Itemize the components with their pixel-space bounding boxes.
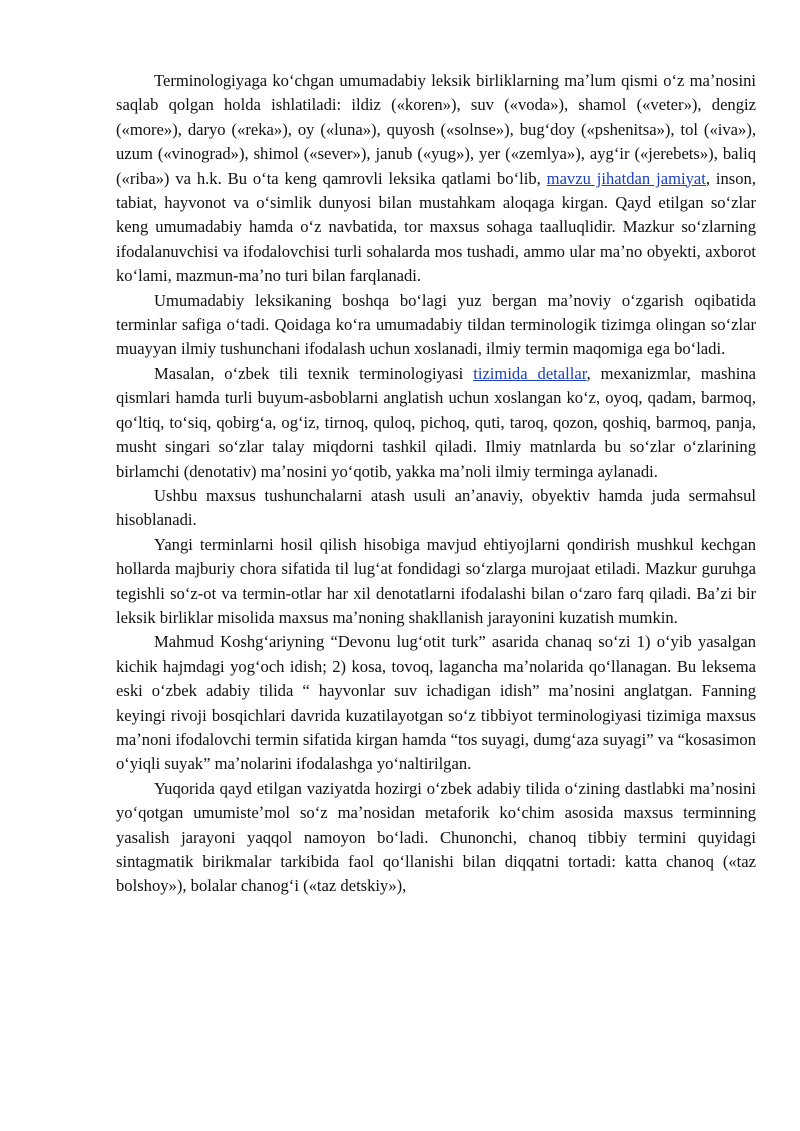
paragraph-7: Yuqorida qayd etilgan vaziyatda hozirgi oʻzbek adabiy tilida oʻzining dastlabki maʼnosini yoʻqotgan umumisteʼmol soʻz maʼnosidan metaforik koʻchim asosida maxsus terminning yasalish jarayoni yaqqol namoyon boʻladi. Chunonchi, chanoq tibbiy termini quyidagi sintagmatik birikmalar tarkibida faol qoʻllanishi bilan diqqatni tortadi: katta chanoq («taz bolshoy»), bolalar chanogʻi («taz detskiy»), [116,778,756,896]
link-mavzu-jihatdan-jamiyat[interactable]: mavzu jihatdan jamiyat [546,168,706,188]
link-tizimida-detallar[interactable]: tizimida detallar [473,363,587,383]
paragraph-1-text-b: , inson, tabiat, hayvonot va oʻsimlik dunyosi bilan mustahkam aloqaga kirgan. Qayd etilgan soʻzlar keng umumadabiy hamda oʻz navbatida, tor maxsus sohaga taalluqlidir. Mazkur soʻzlarning ifodalanuvchisi va ifodalovchisi turli sohalarda mos tushadi, ammo ular maʼno obyekti, axborot koʻlami, mazmun-maʼno turi bilan farqlanadi. [116,168,756,286]
paragraph-6: Mahmud Koshgʻariyning “Devonu lugʻotit turk” asarida chanaq soʻzi 1) oʻyib yasalgan kichik hajmdagi yogʻoch idish; 2) kosa, tovoq, lagancha maʼnolarida qoʻllanagan. Bu leksema eski oʻzbek adabiy tilida “ hayvonlar suv ichadigan idish” maʼnosini anglatgan. Fanning keyingi rivoji bosqichlari davrida kuzatilayotgan soʻz tibbiyot terminologiyasi tizimiga maxsus maʼnoni ifodalovchi termin sifatida kirgan hamda “tos suyagi, dumgʻaza suyagi” va “kosasimon oʻyiqli suyak” maʼnolarini ifodalashga yoʻnaltirilgan. [116,632,756,774]
paragraph-4: Ushbu maxsus tushunchalarni atash usuli anʼanaviy, obyektiv hamda juda sermahsul hisoblanadi. [116,485,756,530]
paragraph-3-text-b: , mexanizmlar, mashina qismlari hamda turli buyum-asboblarni anglatish uchun xoslangan koʻz, oyoq, qadam, barmoq, qoʻltiq, toʻsiq, qobirgʻa, ogʻiz, tirnoq, quloq, pichoq, quti, taroq, qozon, qoshiq, barmoq, panja, musht singari soʻzlar talay miqdorni tashkil qiladi. Ilmiy matnlarda bu soʻzlar oʻzlarining birlamchi (denotativ) maʼnosini yoʻqotib, yakka maʼnoli ilmiy terminga aylanadi. [116,363,757,481]
paragraph-1 [116,69,756,289]
paragraph-3 [116,362,756,484]
paragraph-3-text-a: Masalan, oʻzbek tili texnik terminologiyasi [154,363,474,383]
document-page [116,69,756,899]
paragraph-5: Yangi terminlarni hosil qilish hisobiga mavjud ehtiyojlarni qondirish mushkul kechgan hollarda majburiy chora sifatida til lugʻat fondidagi soʻzlarga murojaat etiladi. Mazkur guruhga tegishli soʻz-ot va termin-otlar har xil denotatlarni ifodalashi bilan oʻzaro farq qiladi. Baʼzi bir leksik birliklar misolida maxsus maʼnoning shakllanish jarayonini kuzatish mumkin. [116,534,756,627]
paragraph-2: Umumadabiy leksikaning boshqa boʻlagi yuz bergan maʼnoviy oʻzgarish oqibatida terminlar safiga oʻtadi. Qoidaga koʻra umumadabiy tildan terminologik tizimga olingan soʻzlar muayyan ilmiy tushunchani ifodalash uchun xoslanadi, ilmiy termin maqomiga ega boʻladi. [116,290,756,359]
paragraph-1-text-a: Terminologiyaga koʻchgan umumadabiy leksik birliklarning maʼlum qismi oʻz maʼnosini saqlab qolgan holda ishlatiladi: ildiz («koren»), suv («voda»), shamol («veter»), dengiz («more»), daryo («reka»), oy («luna»), quyosh («solnse»), bugʻdoy («pshenitsa»), tol («iva»), uzum («vinograd»), shimol («sever»), janub («yug»), yer («zemlya»), aygʻir («jerebets»), baliq («riba») va h.k. Bu oʻta keng qamrovli leksika qatlami boʻlib, [116,71,756,188]
